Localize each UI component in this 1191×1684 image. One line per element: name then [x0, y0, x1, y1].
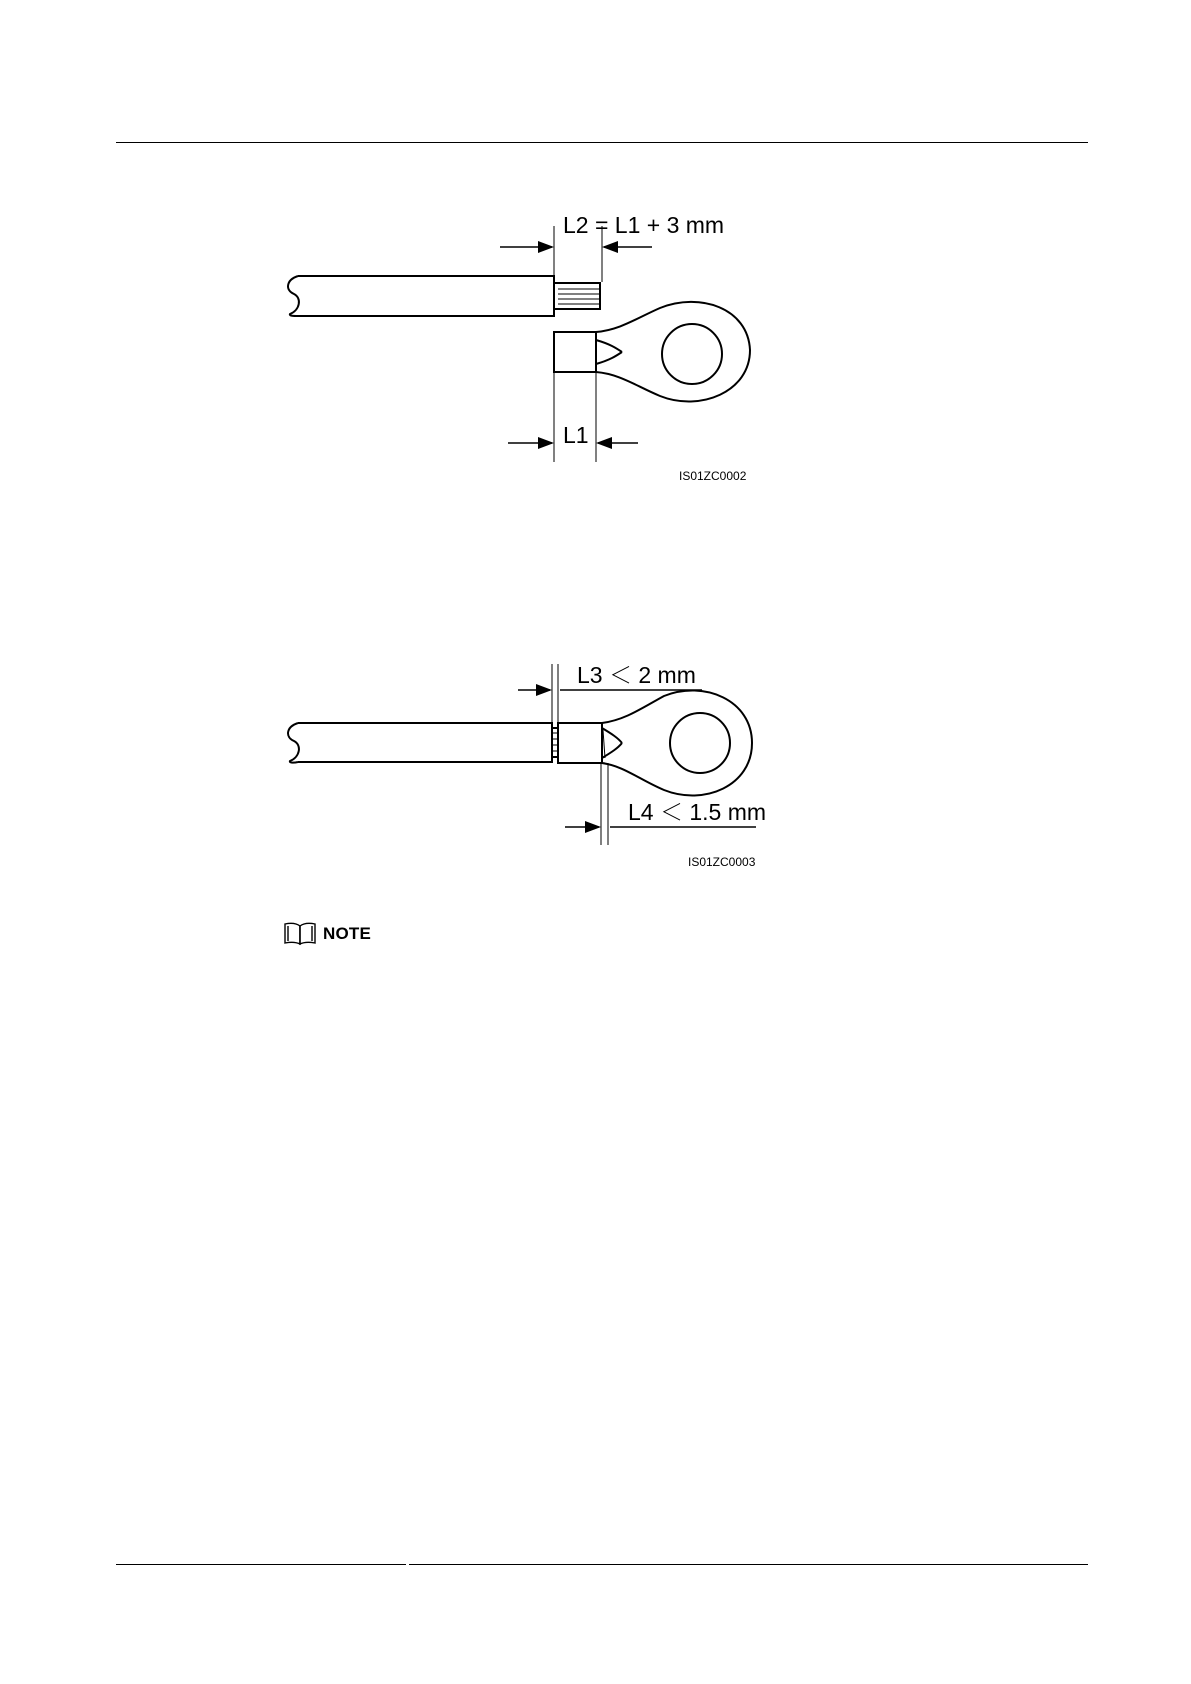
terminal-barrel [558, 723, 602, 763]
figure-code: IS01ZC0002 [679, 469, 747, 483]
note-label: NOTE [323, 924, 372, 943]
terminal-hole [670, 713, 730, 773]
note-block [283, 922, 371, 946]
footer-rule-right [409, 1564, 1088, 1565]
dimension-label-l1: L1 [563, 422, 589, 448]
dimension-label-l3: L3 ＜ 2 mm [577, 662, 696, 688]
arrow-head [536, 684, 552, 696]
dimension-label-l2: L2 = L1 + 3 mm [563, 212, 725, 238]
footer-rule-left [116, 1564, 406, 1565]
dimension-label-l4: L4 ＜ 1.5 mm [628, 799, 767, 825]
cable-break [288, 723, 299, 763]
arrow-head [585, 821, 601, 833]
open-book-icon [283, 922, 317, 946]
cable-body [298, 723, 552, 762]
figure-code: IS01ZC0003 [688, 855, 756, 869]
